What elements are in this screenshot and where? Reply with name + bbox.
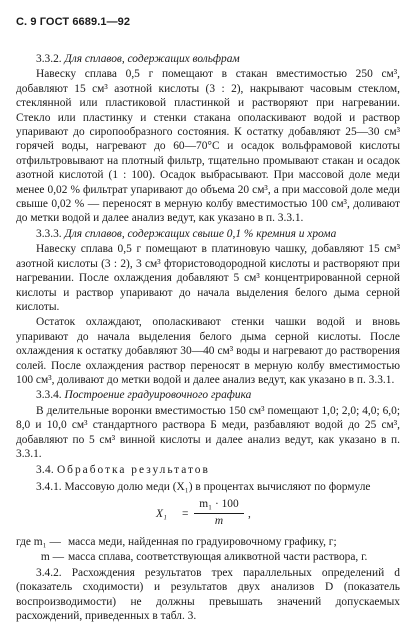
paragraph: В делительные воронки вместимостью 150 см³ помещают 1,0; 2,0; 4,0; 6,0; 8,0 и 10,0 см³ стандартного раствора Б меди, разбавляют водой до 25 см³, добавляют по 5 см³ винной кислоты и далее анализ ведут, как указано в п. 3.3.1. <box>16 404 400 460</box>
formula-fraction <box>194 497 244 528</box>
paragraph: Навеску сплава 0,5 г помещают в стакан вместимостью 250 см³, добавляют 15 см³ азотной кислоты (3 : 2), накрывают часовым стеклом, стеклянной или пластиковой пластинкой и растворяют при нагревании. Стекло или пластинку и стенки стакана ополаскивают водой и раствор упаривают до сиропообразного состояния. К остатку добавляют 25—30 см³ горячей воды, нагревают до 60—70°С и осадок вольфрамовой кислоты отфильтровывают на плотный фильтр, тщательно промывают стакан и осадок азотной кислотой (1 : 100). Осадок выбрасывают. При массовой доле меди менее 0,02 % фильтрат упаривают до объема 20 см³, а при массовой доле меди свыше 0,02 % — переносят в мерную колбу вместимостью 100 см³, доливают до метки водой и далее анализ ведут, как указано в п. 3.3.1. <box>16 68 400 225</box>
definition-row <box>16 535 400 549</box>
section-number: 3.4. <box>36 464 54 477</box>
paragraph: Навеску сплава 0,5 г помещают в платиновую чашку, добавляют 15 см³ азотной кислоты (3 : 2), 3 см³ фтористоводородной кислоты и растворяют при нагревании. После охлаждения добавляют 5 см³ концентрированной серной кислоты и раствор упаривают до начала выделения белого дыма серной кислоты. <box>16 243 400 313</box>
formula-denominator: m <box>214 514 224 527</box>
definition-label: где m₁ — <box>16 536 61 549</box>
section-title: Построение градуировочного графика <box>64 389 252 402</box>
section-3-3-4-heading <box>16 388 400 402</box>
definition-label: m — <box>40 550 64 563</box>
section-number: 3.3.2. <box>36 53 62 65</box>
definition-text: масса сплава, соответствующая аликвотной части раствора, г. <box>68 550 368 563</box>
paragraph: 3.4.1. Массовую долю меди (X₁) в процентах вычисляют по формуле <box>36 480 371 493</box>
definition-text: масса меди, найденная по градуировочному графику, г; <box>68 536 337 549</box>
section-number: 3.3.3. <box>36 227 62 240</box>
formula <box>16 497 400 531</box>
page-header: С. 9 ГОСТ 6689.1—92 <box>16 16 131 28</box>
formula-definitions <box>16 535 400 564</box>
section-3-4-heading <box>36 463 400 477</box>
formula-lhs: X₁ <box>156 508 167 521</box>
section-3-3-3-heading <box>16 227 400 241</box>
section-title: Обработка результатов <box>56 464 210 477</box>
section-title: Для сплавов, содержащих вольфрам <box>64 53 240 65</box>
section-3-3-2-heading <box>16 52 400 66</box>
formula-numerator: m₁ · 100 <box>194 497 244 513</box>
definition-row <box>16 550 400 564</box>
paragraph: Остаток охлаждают, ополаскивают стенки чашки водой и вновь упаривают до начала выделения белого дыма серной кислоты. После охлаждения к остатку добавляют 30—40 см³ воды и нагревают до растворения солей. После охлаждения раствор переносят в мерную колбу вместимостью 100 см³, доливают до метки водой и далее анализ ведут, как указано в п. 3.3.1. <box>16 316 400 386</box>
section-number: 3.3.4. <box>36 389 62 402</box>
formula-equals: = <box>182 508 189 521</box>
paragraph: 3.4.2. Расхождения результатов трех параллельных определений d (показатель сходимости) и результатов двух анализов D (показатель воспроизводимости) не должны превышать значений допускаемых расхождений, приведенных в табл. 3. <box>16 567 400 623</box>
formula-comma: , <box>248 508 251 521</box>
section-title: Для сплавов, содержащих свыше 0,1 % кремния и хрома <box>64 227 337 240</box>
document-body <box>16 52 400 625</box>
